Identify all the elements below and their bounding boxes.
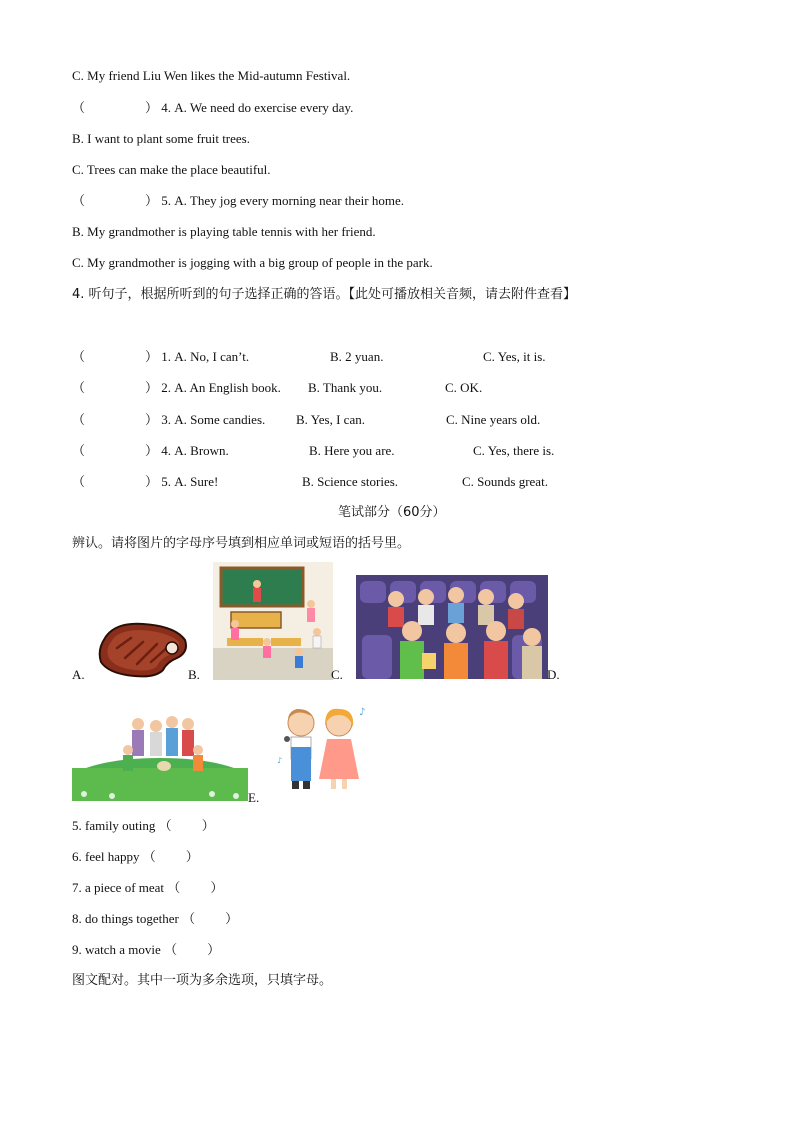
paren-open: （: [72, 100, 86, 115]
picture-label-d: D.: [547, 667, 560, 682]
option-a: 4. A. Brown.: [161, 443, 229, 458]
paren-close: ）: [201, 818, 215, 833]
paren-close: ）: [207, 942, 221, 957]
written-part-heading: 笔试部分（60分）: [338, 505, 446, 520]
paren-close: ）: [145, 412, 159, 427]
question-text: 4. A. We need do exercise every day.: [161, 100, 354, 115]
picture-label-a: A.: [72, 667, 85, 682]
option-b: B. 2 yuan.: [330, 349, 384, 364]
question-row: [72, 473, 218, 491]
paren-open: （: [72, 474, 86, 489]
option-b: B. Here you are.: [309, 443, 395, 458]
picture-label-c: C.: [331, 667, 343, 682]
paren-close: ）: [210, 880, 224, 895]
option-b: B. Thank you.: [308, 380, 383, 395]
singing-kids-picture: [275, 703, 371, 795]
option-c: C. Sounds great.: [462, 474, 548, 489]
paren-close: ）: [145, 443, 159, 458]
paren-close: ）: [145, 193, 159, 208]
paren-open: （: [72, 349, 86, 364]
paren-close: ）: [225, 911, 239, 926]
svg-text:♪: ♪: [277, 756, 283, 765]
paren-open: （: [164, 942, 178, 957]
phrase-text: 6. feel happy: [72, 849, 140, 864]
option-c: C. OK.: [445, 380, 483, 395]
paren-close: ）: [145, 380, 159, 395]
option-a: 5. A. Sure!: [161, 474, 219, 489]
phrase-item: [72, 910, 238, 928]
question-row: [72, 348, 249, 366]
paren-open: （: [142, 849, 156, 864]
option-a: 2. A. An English book.: [161, 380, 281, 395]
classroom-cleaning-picture: [213, 562, 333, 680]
phrase-item: [72, 817, 215, 835]
option-a: 1. A. No, I can’t.: [161, 349, 250, 364]
paren-open: （: [72, 412, 86, 427]
option-line: C. My friend Liu Wen likes the Mid-autumn Festival.: [72, 68, 351, 83]
match-instruction: 图文配对。其中一项为多余选项，只填字母。: [72, 973, 333, 988]
option-c: C. Yes, it is.: [483, 349, 546, 364]
cinema-audience-picture: [356, 575, 548, 679]
option-b: B. Yes, I can.: [296, 412, 365, 427]
paren-open: （: [72, 443, 86, 458]
paren-close: ）: [145, 349, 159, 364]
question-line: [72, 192, 404, 210]
paren-open: （: [72, 380, 86, 395]
option-line: C. My grandmother is jogging with a big group of people in the park.: [72, 255, 433, 270]
paren-open: （: [72, 193, 86, 208]
phrase-item: [72, 848, 199, 866]
paren-close: ）: [145, 474, 159, 489]
svg-text:♪: ♪: [359, 707, 366, 718]
phrase-item: [72, 879, 223, 897]
paren-open: （: [167, 880, 181, 895]
phrase-item: [72, 941, 220, 959]
picture-label-e: E.: [248, 790, 260, 805]
phrase-text: 9. watch a movie: [72, 942, 161, 957]
phrase-text: 5. family outing: [72, 818, 156, 833]
picture-label-b: B.: [188, 667, 200, 682]
paren-open: （: [182, 911, 196, 926]
paren-open: （: [158, 818, 172, 833]
steak-picture: [95, 618, 191, 680]
option-a: 3. A. Some candies.: [161, 412, 266, 427]
option-line: C. Trees can make the place beautiful.: [72, 162, 271, 177]
option-b: B. Science stories.: [302, 474, 399, 489]
option-c: C. Nine years old.: [446, 412, 541, 427]
question-line: [72, 99, 353, 117]
question-row: [72, 411, 265, 429]
question-row: [72, 442, 229, 460]
family-picnic-picture: [72, 708, 248, 801]
paren-close: ）: [185, 849, 199, 864]
paren-close: ）: [145, 100, 159, 115]
identify-instruction: 辨认。请将图片的字母序号填到相应单词或短语的括号里。: [72, 536, 411, 551]
question-text: 5. A. They jog every morning near their home.: [161, 193, 405, 208]
phrase-text: 7. a piece of meat: [72, 880, 165, 895]
option-line: B. My grandmother is playing table tennis with her friend.: [72, 224, 376, 239]
phrase-text: 8. do things together: [72, 911, 179, 926]
section-4-title: 4. 听句子，根据所听到的句子选择正确的答语。【此处可播放相关音频，请去附件查看】: [72, 287, 577, 302]
question-row: [72, 379, 281, 397]
option-line: B. I want to plant some fruit trees.: [72, 131, 250, 146]
option-c: C. Yes, there is.: [473, 443, 555, 458]
